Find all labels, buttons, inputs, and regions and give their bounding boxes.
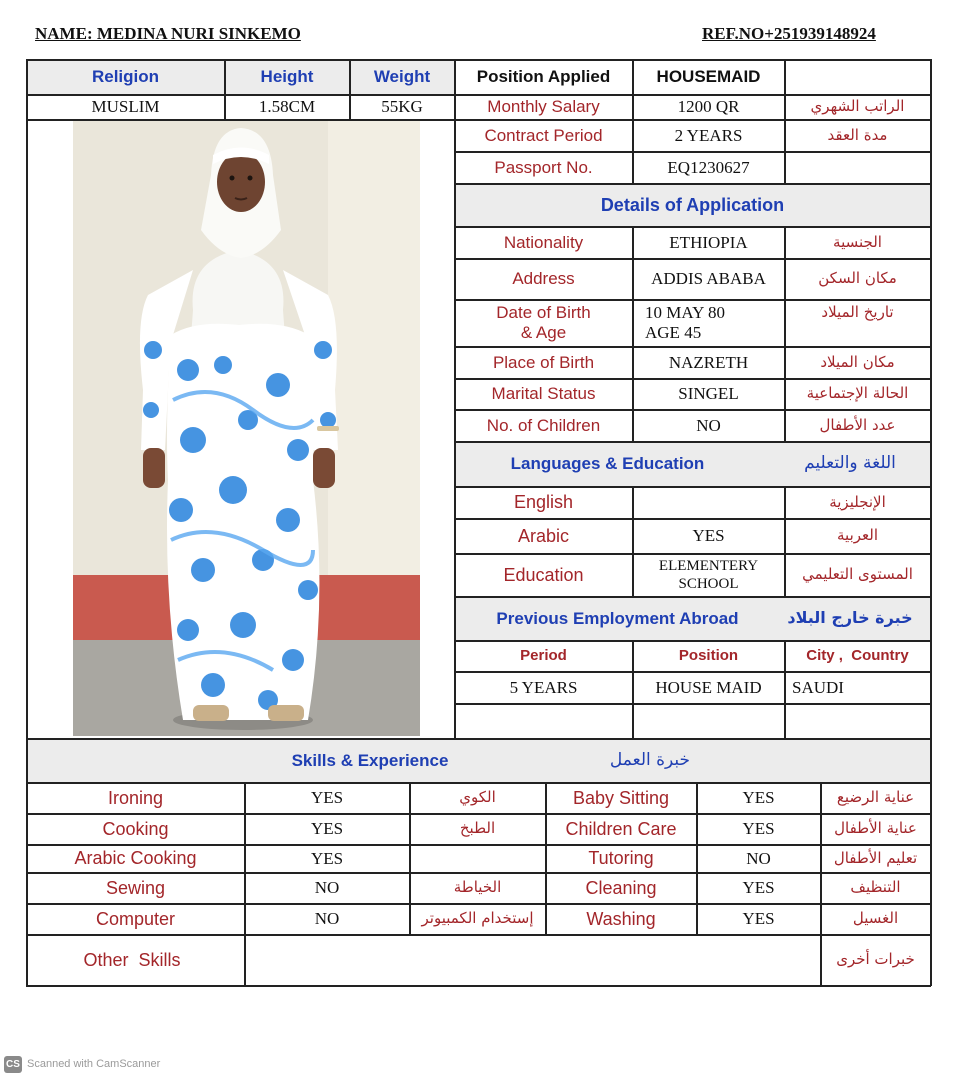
height-label: Height [260,67,314,87]
education-value [633,554,784,596]
children-label: No. of Children [486,415,601,435]
applicant-name: NAME: MEDINA NURI SINKEMO [35,24,301,43]
address-label: Address [512,269,575,289]
skill-right-label: Cleaning [585,877,657,898]
employment-title-arabic: خبرة خارج البلاد [787,608,913,628]
skill-left-label: Ironing [107,787,164,808]
skill-left-arabic: إستخدام الكمبيوتر [421,909,534,928]
employment-title: Previous Employment Abroad [496,608,739,628]
skill-right-arabic: التنظيف [850,878,901,897]
details-title: Details of Application [600,194,785,215]
education-arabic: المستوى التعليمي [802,565,913,584]
contract-value: 2 YEARS [674,125,743,145]
skill-left-arabic [410,845,545,872]
nationality-arabic: الجنسية [833,232,882,251]
children-value: NO [696,415,721,435]
contract-label: Contract Period [484,125,603,145]
salary-label: Monthly Salary [487,97,600,117]
skill-right-label: Washing [586,908,656,929]
skill-right-arabic: عناية الرضيع [836,788,915,807]
employment-position: HOUSE MAID [655,677,762,697]
pob-label: Place of Birth [492,352,595,372]
position-column-header: Position [678,647,739,665]
scanner-watermark: Scanned with CamScanner [27,1058,161,1070]
skill-right-label: Baby Sitting [572,787,670,808]
skills-title-arabic: خبرة العمل [609,749,691,770]
height-value: 1.58CM [258,97,316,117]
weight-value: 55KG [381,97,423,117]
education-value-line2: SCHOOL [678,576,739,592]
dob-label-line1: Date of Birth [496,303,591,323]
nationality-label: Nationality [503,232,584,252]
dob-value-line2: AGE 45 [645,323,702,342]
skill-right-value: YES [742,819,775,839]
pob-arabic: مكان الميلاد [820,352,895,371]
address-arabic: مكان السكن [818,269,897,288]
skill-left-value: NO [314,878,340,898]
other-skills-label: Other Skills [83,949,181,970]
skill-left-value: YES [310,848,344,868]
period-column-header: Period [520,647,567,665]
salary-arabic: الراتب الشهري [810,97,905,116]
skill-right-arabic: تعليم الأطفال [833,848,918,867]
children-arabic: عدد الأطفال [819,415,896,434]
contract-arabic: مدة العقد [827,125,888,144]
arabic-arabic: العربية [837,526,878,545]
english-value [633,487,784,518]
religion-value: MUSLIM [91,97,160,117]
skill-left-arabic: الكوي [459,788,496,807]
languages-title: Languages & Education [510,454,705,474]
skill-left-label: Arabic Cooking [74,848,197,869]
skill-right-value: YES [742,788,775,808]
skill-right-arabic: الغسيل [852,909,899,928]
skill-left-arabic: الخياطة [453,878,502,897]
skill-right-label: Children Care [565,818,677,839]
skill-right-label: Tutoring [588,848,654,869]
marital-arabic: الحالة الإجتماعية [806,384,909,403]
city-country-column-header: City , Country [806,647,909,665]
skill-left-label: Computer [95,908,176,929]
marital-label: Marital Status [491,384,596,404]
arabic-label: Arabic [517,525,570,546]
languages-title-arabic: اللغة والتعليم [804,453,896,474]
applicant-photo [73,120,420,736]
grid-line [930,59,932,986]
skill-left-value: YES [310,788,344,808]
skill-left-value: YES [310,819,344,839]
position-label: Position Applied [476,67,611,87]
skill-left-label: Sewing [105,877,166,898]
dob-label [455,300,632,346]
dob-value-line1: 10 MAY 80 [645,303,725,323]
position-value: HOUSEMAID [656,67,761,87]
grid-line [26,119,454,121]
reference-number: REF.NO+251939148924 [702,24,876,43]
dob-label-line2: & Age [520,323,567,342]
dob-value [645,300,784,346]
weight-label: Weight [373,67,431,87]
camscanner-logo: CS [4,1056,22,1073]
passport-label: Passport No. [494,157,593,177]
skill-left-label: Cooking [102,818,169,839]
skill-left-arabic: الطبخ [459,819,496,838]
arabic-value: YES [692,526,725,546]
grid-line [454,703,931,705]
education-value-line1: ELEMENTERY [658,558,759,574]
skill-right-value: NO [746,848,771,868]
religion-label: Religion [91,67,160,87]
skills-title: Skills & Experience [291,750,449,770]
grid-line [26,985,931,987]
employment-country: SAUDI [792,677,844,697]
marital-value: SINGEL [678,384,739,404]
salary-value: 1200 QR [677,97,740,117]
address-value: ADDIS ABABA [651,269,766,289]
skill-right-value: YES [742,909,775,929]
skill-left-value: NO [314,909,340,929]
english-label: English [513,492,574,513]
passport-value: EQ1230627 [667,157,750,177]
skill-right-arabic: عناية الأطفال [834,819,917,838]
other-skills-arabic: خبرات أخرى [836,950,915,969]
dob-arabic: تاريخ الميلاد [821,303,894,322]
employment-period: 5 YEARS [509,677,578,697]
education-label: Education [503,564,584,585]
english-arabic: الإنجليزية [829,492,886,511]
nationality-value: ETHIOPIA [669,232,748,252]
pob-value: NAZRETH [668,352,749,372]
skill-right-value: YES [742,878,775,898]
